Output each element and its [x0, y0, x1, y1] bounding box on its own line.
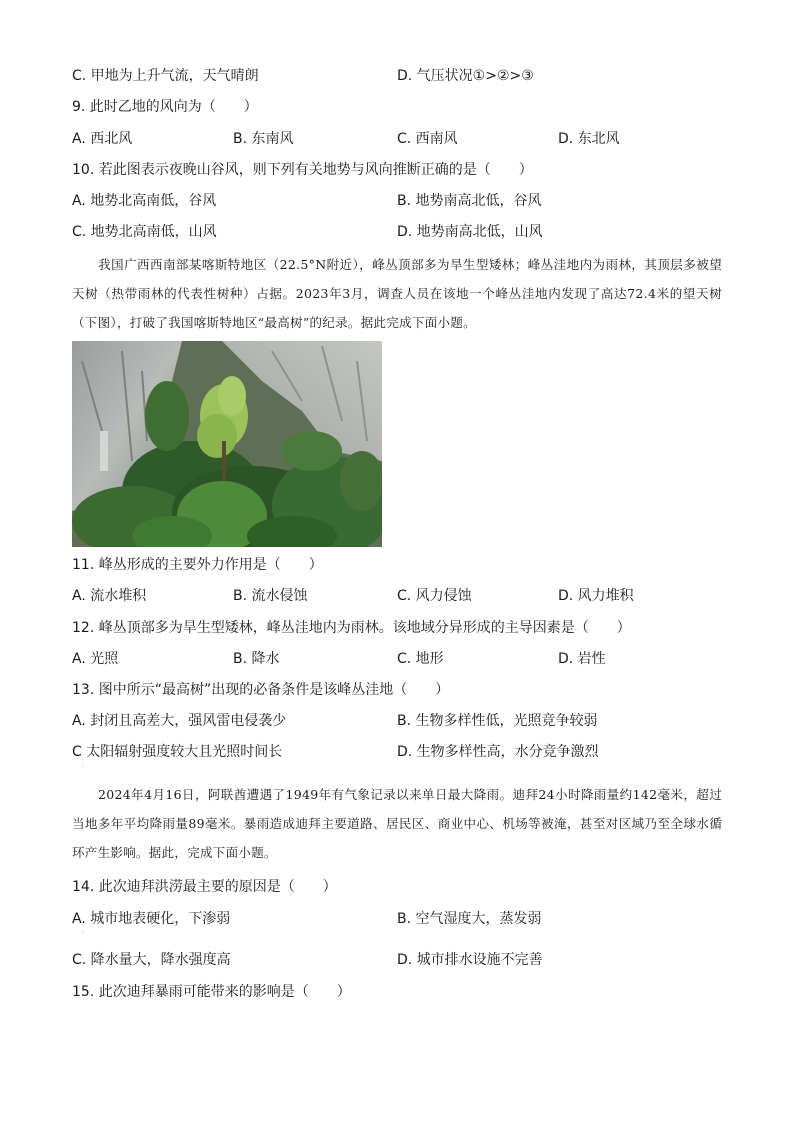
q12-option-b: B. 降水 [233, 651, 280, 667]
stray-dot-mark: · [82, 764, 84, 771]
passage-dubai [72, 780, 722, 867]
q10-option-d: D. 地势南高北低，山风 [397, 224, 543, 240]
q13-option-c: C 太阳辐射强度较大且光照时间长 [72, 744, 283, 760]
stray-dot-mark: · [82, 930, 84, 937]
q10-stem: 10. 若此图表示夜晚山谷风，则下列有关地势与风向推断正确的是（ ） [72, 162, 533, 178]
q14-option-c: C. 降水量大，降水强度高 [72, 952, 231, 968]
q9-option-b: B. 东南风 [233, 131, 294, 147]
q13-option-a: A. 封闭且高差大，强风雷电侵袭少 [72, 713, 287, 729]
q12-option-d: D. 岩性 [558, 651, 606, 667]
q11-stem: 11. 峰丛形成的主要外力作用是（ ） [72, 557, 323, 573]
q13-stem: 13. 图中所示“最高树”出现的必备条件是该峰丛洼地（ ） [72, 682, 450, 698]
q10-option-a: A. 地势北高南低，谷风 [72, 193, 217, 209]
q14-option-b: B. 空气湿度大，蒸发弱 [397, 911, 542, 927]
q12-stem: 12. 峰丛顶部多为旱生型矮林，峰丛洼地内为雨林。该地域分异形成的主导因素是（ ） [72, 620, 631, 636]
q12-option-a: A. 光照 [72, 651, 119, 667]
q12-option-c: C. 地形 [397, 651, 444, 667]
q8-option-c: C. 甲地为上升气流，天气晴朗 [72, 68, 259, 84]
q11-option-a: A. 流水堆积 [72, 588, 147, 604]
q13-option-b: B. 生物多样性低，光照竞争较弱 [397, 713, 598, 729]
passage-karst-text: 我国广西西南部某喀斯特地区（22.5°N附近），峰丛顶部多为旱生型矮林；峰丛洼地内为雨林，其顶层多被望天树（热带雨林的代表性树种）占据。2023年3月，调查人员在该地一个峰丛洼地内发现了高达72.4米的望天树（下图），打破了我国喀斯特地区“最高树”的纪录。据此完成下面小题。 [72, 257, 722, 330]
passage-karst [72, 250, 722, 337]
q14-option-a: A. 城市地表硬化，下渗弱 [72, 911, 231, 927]
q10-option-c: C. 地势北高南低，山风 [72, 224, 217, 240]
q10-option-b: B. 地势南高北低，谷风 [397, 193, 542, 209]
q9-option-a: A. 西北风 [72, 131, 133, 147]
q15-stem: 15. 此次迪拜暴雨可能带来的影响是（ ） [72, 984, 351, 1000]
q11-option-b: B. 流水侵蚀 [233, 588, 308, 604]
q13-option-d: D. 生物多样性高，水分竞争激烈 [397, 744, 599, 760]
q8-option-d: D. 气压状况①>②>③ [397, 68, 534, 84]
q9-option-c: C. 西南风 [397, 131, 458, 147]
q14-stem: 14. 此次迪拜洪涝最主要的原因是（ ） [72, 879, 337, 895]
q14-option-d: D. 城市排水设施不完善 [397, 952, 543, 968]
q9-stem: 9. 此时乙地的风向为（ ） [72, 99, 258, 115]
karst-forest-photo [72, 341, 382, 547]
q11-option-c: C. 风力侵蚀 [397, 588, 472, 604]
q11-option-d: D. 风力堆积 [558, 588, 634, 604]
q9-option-d: D. 东北风 [558, 131, 620, 147]
passage-dubai-text: 2024年4月16日，阿联酋遭遇了1949年有气象记录以来单日最大降雨。迪拜24小时降雨量约142毫米，超过当地多年平均降雨量89毫米。暴雨造成迪拜主要道路、居民区、商业中心、机场等被淹，甚至对区域乃至全球水循环产生影响。据此，完成下面小题。 [72, 787, 722, 860]
